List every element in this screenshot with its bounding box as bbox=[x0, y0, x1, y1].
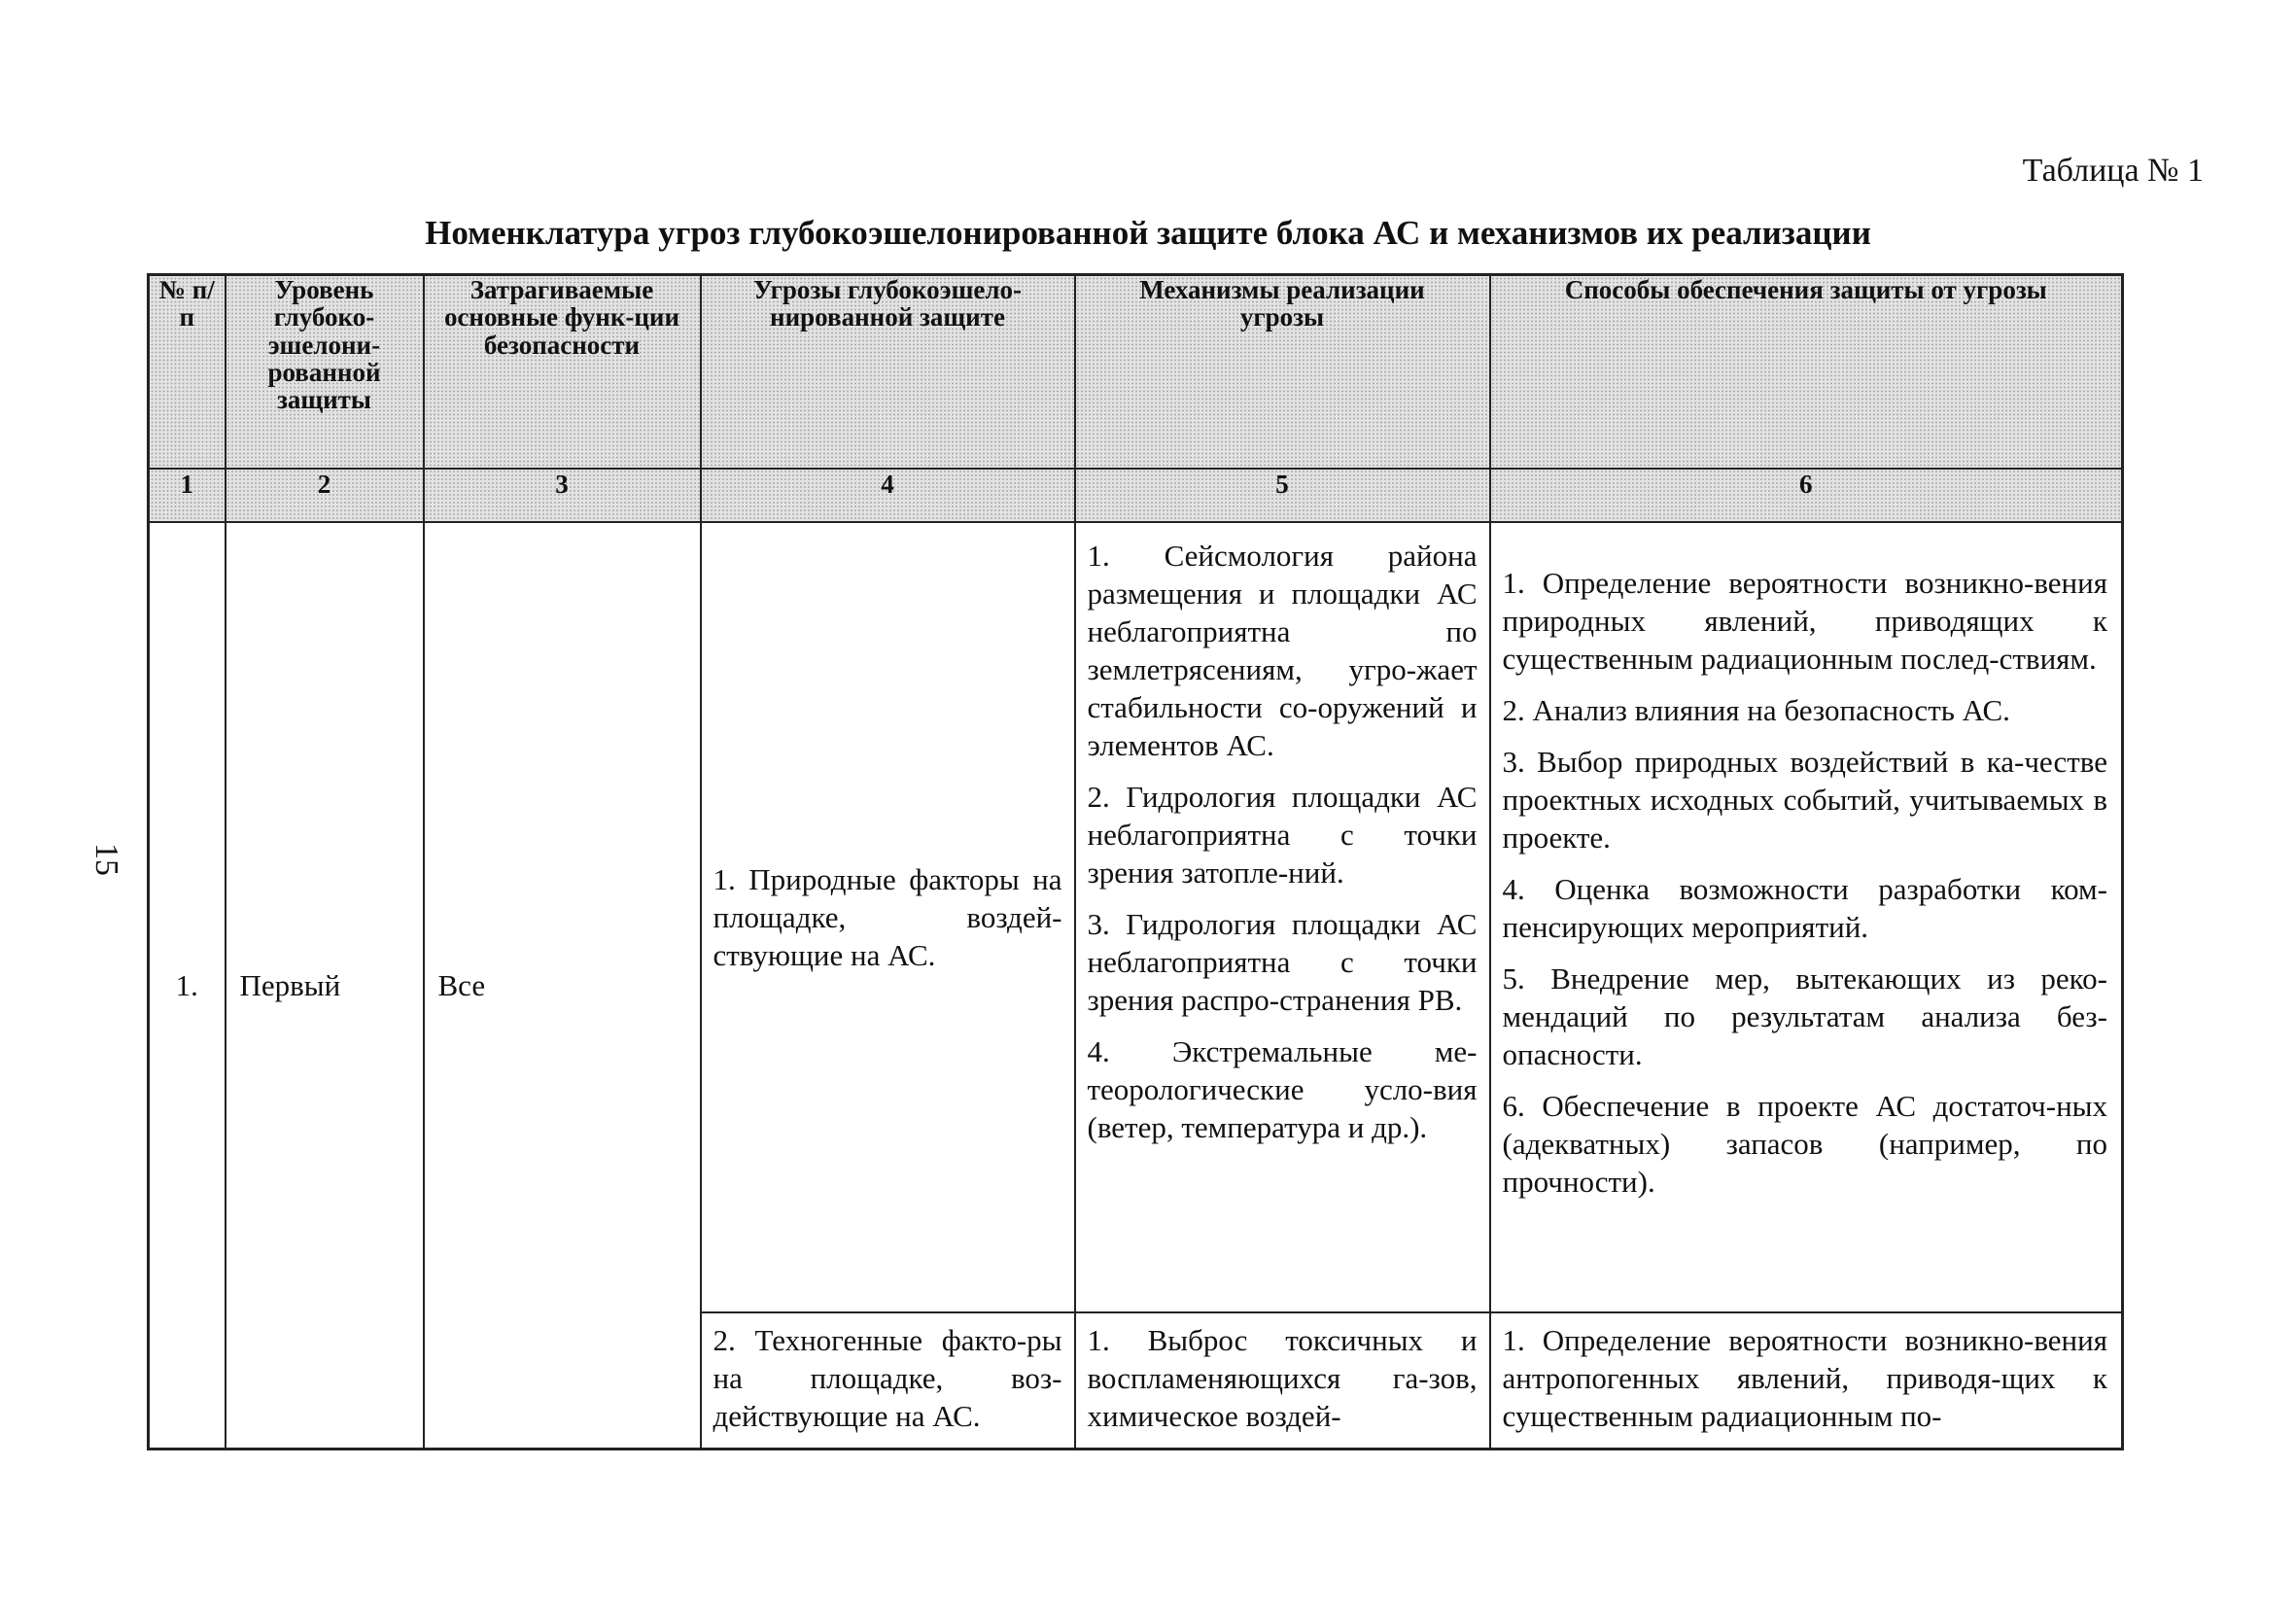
page-number: 15 bbox=[88, 843, 124, 876]
header-row bbox=[149, 275, 2123, 470]
protection-natural bbox=[1490, 522, 2123, 1312]
mechanism-item: 1. Сейсмология района размещения и площадки АС неблагоприятна по землетрясениям, угро-жает стабильности со-оружений и элементов АС. bbox=[1087, 539, 1478, 762]
column-number: 3 bbox=[424, 469, 701, 522]
header-mechanisms: Механизмы реализации угрозы bbox=[1075, 275, 1490, 470]
mechanism-item: 2. Гидрология площадки АС неблагоприятна с точки зрения затопле-ний. bbox=[1087, 780, 1478, 890]
header-threats: Угрозы глубокоэшело-нированной защите bbox=[701, 275, 1075, 470]
column-number: 2 bbox=[226, 469, 424, 522]
header-functions: Затрагиваемые основные функ-ции безопасности bbox=[424, 275, 701, 470]
header-index: № п/п bbox=[149, 275, 226, 470]
protection-item: 3. Выбор природных воздействий в ка-честве проектных исходных событий, учитываемых в проекте. bbox=[1502, 745, 2107, 855]
column-number: 1 bbox=[149, 469, 226, 522]
protection-item: 2. Анализ влияния на безопасность АС. bbox=[1502, 693, 2010, 727]
threats-table bbox=[147, 273, 2124, 1450]
column-number: 4 bbox=[701, 469, 1075, 522]
protection-item: 6. Обеспечение в проекте АС достаточ-ных (адекватных) запасов (например, по прочности). bbox=[1502, 1089, 2107, 1199]
row-index: 1. bbox=[149, 522, 226, 1450]
mechanisms-natural bbox=[1075, 522, 1490, 1312]
column-number-row bbox=[149, 469, 2123, 522]
protection-item: 1. Определение вероятности возникно-вения природных явлений, приводящих к существенным радиационным послед-ствиям. bbox=[1502, 566, 2107, 676]
threat-natural-factors: 1. Природные факторы на площадке, воздей-ствующие на АС. bbox=[701, 522, 1075, 1312]
column-number: 6 bbox=[1490, 469, 2123, 522]
header-protection: Способы обеспечения защиты от угрозы bbox=[1490, 275, 2123, 470]
protection-technogenic bbox=[1490, 1312, 2123, 1450]
column-number: 5 bbox=[1075, 469, 1490, 522]
protection-item: 4. Оценка возможности разработки ком-пенсирующих мероприятий. bbox=[1502, 872, 2107, 944]
mechanisms-technogenic bbox=[1075, 1312, 1490, 1450]
header-level: Уровень глубоко-эшелони-рованной защиты bbox=[226, 275, 424, 470]
mechanism-item: 4. Экстремальные ме-теорологические усло-вия (ветер, температура и др.). bbox=[1087, 1034, 1478, 1144]
mechanism-item: 3. Гидрология площадки АС неблагоприятна с точки зрения распро-странения РВ. bbox=[1087, 907, 1478, 1017]
table-row bbox=[149, 522, 2123, 1312]
table-label: Таблица № 1 bbox=[2022, 153, 2204, 189]
document-title: Номенклатура угроз глубокоэшелонированной защите блока АС и механизмов их реализации bbox=[425, 214, 1871, 252]
mechanism-item: 1. Выброс токсичных и воспламеняющихся га-зов, химическое воздей- bbox=[1087, 1323, 1478, 1433]
row-functions: Все bbox=[424, 522, 701, 1450]
protection-item: 1. Определение вероятности возникно-вения антропогенных явлений, приводя-щих к существенным радиационным по- bbox=[1502, 1323, 2107, 1433]
row-level: Первый bbox=[226, 522, 424, 1450]
threat-technogenic-factors: 2. Техногенные факто-ры на площадке, воз-действующие на АС. bbox=[701, 1312, 1075, 1450]
protection-item: 5. Внедрение мер, вытекающих из реко-мендаций по результатам анализа без-опасности. bbox=[1502, 961, 2107, 1071]
